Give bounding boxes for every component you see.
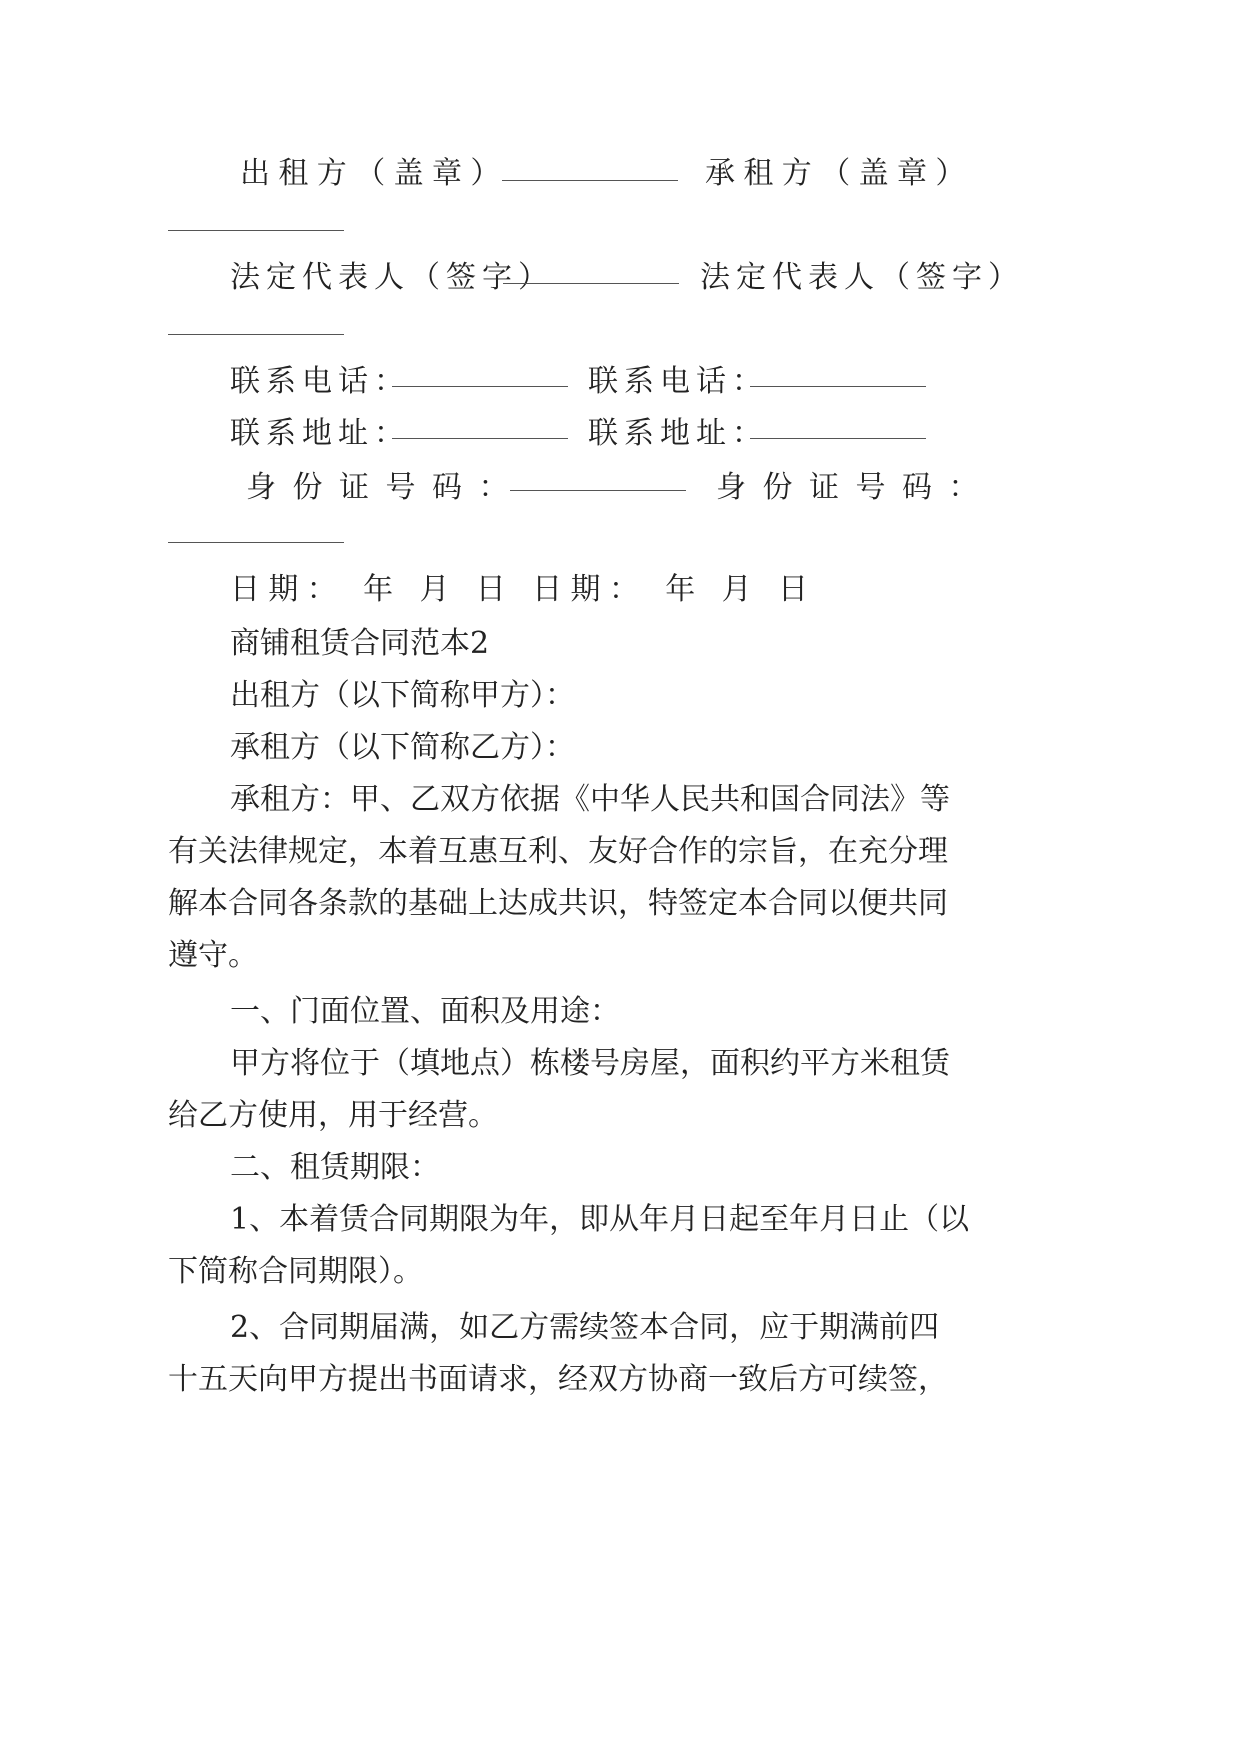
section2-item2-line: 十五天向甲方提出书面请求，经双方协商一致后方可续签， [168,1362,948,1397]
address-blank-b[interactable] [750,438,926,439]
section2-item1-line: 1、本着赁合同期限为年，即从年月日起至年月日止（以 [230,1202,970,1237]
id-label-a: 身份证号码： [246,470,525,505]
phone-blank-a[interactable] [392,386,568,387]
intro-line: 承租方：甲、乙双方依据《中华人民共和国合同法》等 [230,782,950,817]
lessee-seal-label: 承租方（盖章） [705,156,974,191]
intro-line: 解本合同各条款的基础上达成共识，特签定本合同以便共同 [168,886,948,921]
id-blank-b[interactable] [168,542,344,543]
phone-blank-b[interactable] [750,386,926,387]
lessor-seal-label: 出租方（盖章） [240,156,509,191]
section1-line: 甲方将位于（填地点）栋楼号房屋，面积约平方米租赁 [230,1046,950,1081]
id-blank-a[interactable] [510,490,686,491]
legal-rep-label-a: 法定代表人（签字） [230,260,554,295]
phone-label-a: 联系电话： [230,364,410,399]
address-label-a: 联系地址： [230,416,410,451]
section2-item1-line: 下简称合同期限）。 [168,1254,423,1289]
legal-rep-blank-a[interactable] [503,283,679,284]
lessee-line: 承租方（以下简称乙方）： [230,730,575,765]
intro-line: 遵守。 [168,938,258,973]
section1-heading: 一、门面位置、面积及用途： [230,994,620,1029]
contract-title: 商铺租赁合同范本2 [230,626,490,661]
date-line: 日期： 年 月 日 日期： 年 月 日 [230,572,817,607]
section1-line: 给乙方使用，用于经营。 [168,1098,498,1133]
address-label-b: 联系地址： [588,416,768,451]
address-blank-a[interactable] [392,438,568,439]
section2-heading: 二、租赁期限： [230,1150,440,1185]
lessor-seal-blank[interactable] [502,180,678,181]
section2-item2-line: 2、合同期届满，如乙方需续签本合同，应于期满前四 [230,1310,940,1345]
lessor-line: 出租方（以下简称甲方）： [230,678,575,713]
legal-rep-label-b: 法定代表人（签字） [700,260,1024,295]
id-label-b: 身份证号码： [716,470,995,505]
legal-rep-blank-b[interactable] [168,334,344,335]
phone-label-b: 联系电话： [588,364,768,399]
lessee-seal-blank[interactable] [168,230,344,231]
intro-line: 有关法律规定，本着互惠互利、友好合作的宗旨，在充分理 [168,834,948,869]
